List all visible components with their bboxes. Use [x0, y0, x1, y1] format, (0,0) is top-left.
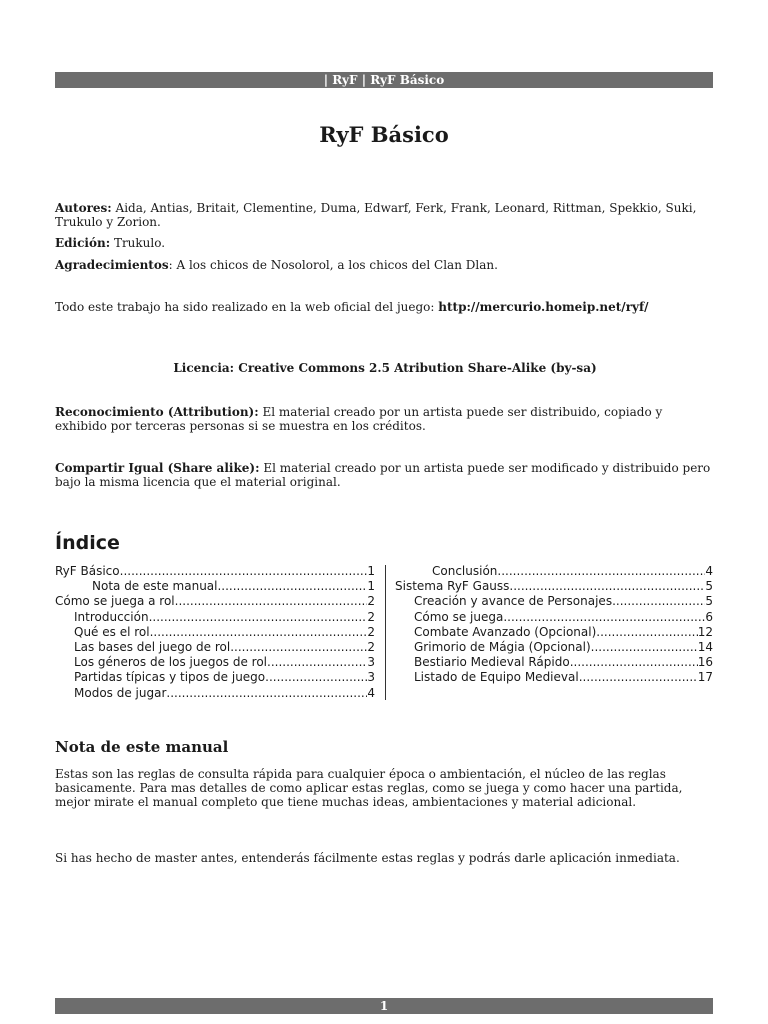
toc-entry[interactable]	[55, 640, 375, 655]
toc-dot-leader	[509, 579, 705, 594]
edition-paragraph	[55, 236, 715, 250]
toc-divider	[385, 565, 386, 700]
toc-entry-page: 2	[367, 624, 375, 639]
note-paragraph-2: Si has hecho de master antes, entenderás fácilmente estas reglas y podrás darle aplicación inmediata.	[55, 851, 680, 865]
toc-entry[interactable]	[395, 594, 713, 609]
web-link[interactable]: http://mercurio.homeip.net/ryf/	[438, 300, 649, 314]
toc-entry-page: 16	[697, 655, 713, 670]
toc-entry-title: Nota de este manual	[92, 579, 218, 594]
toc-entry-title: Introducción	[74, 609, 149, 624]
toc-entry-page: 17	[697, 670, 713, 685]
toc-dot-leader	[267, 655, 367, 670]
toc-entry-title: Qué es el rol	[74, 624, 150, 639]
sharealike-label: Compartir Igual (Share alike):	[55, 461, 260, 475]
toc-entry[interactable]	[55, 655, 375, 670]
toc-entry[interactable]	[55, 579, 375, 594]
toc-dot-leader	[596, 625, 697, 640]
toc-entry-page: 3	[367, 670, 375, 685]
toc-entry-page: 5	[705, 594, 713, 609]
license-title: Licencia: Creative Commons 2.5 Atribution Share-Alike (by-sa)	[173, 361, 597, 375]
toc-dot-leader	[149, 610, 368, 625]
toc-entry-page: 3	[367, 655, 375, 670]
toc-entry-title: Partidas típicas y tipos de juego	[74, 670, 266, 685]
index-heading: Índice	[55, 532, 120, 554]
toc-entry-page: 14	[697, 640, 713, 655]
toc-entry-page: 2	[367, 640, 375, 655]
toc-dot-leader	[591, 640, 698, 655]
toc-entry[interactable]	[55, 594, 375, 609]
toc-entry[interactable]	[55, 625, 375, 640]
thanks-label: Agradecimientos	[55, 258, 169, 272]
note-heading: Nota de este manual	[55, 738, 229, 756]
toc-entry[interactable]	[395, 564, 713, 579]
toc-dot-leader	[612, 594, 705, 609]
toc-entry[interactable]	[395, 579, 713, 594]
toc-dot-leader	[503, 610, 705, 625]
toc-entry-title: Combate Avanzado (Opcional)	[414, 624, 597, 639]
page-number: 1	[55, 998, 713, 1014]
toc-entry[interactable]	[55, 564, 375, 579]
toc-entry[interactable]	[55, 686, 375, 701]
toc-entry-page: 1	[367, 579, 375, 594]
toc-entry-title: Los géneros de los juegos de rol	[74, 655, 268, 670]
web-text: Todo este trabajo ha sido realizado en la web oficial del juego:	[55, 300, 439, 314]
toc-entry-page: 4	[367, 685, 375, 700]
attribution-label: Reconocimiento (Attribution):	[55, 405, 259, 419]
toc-entry-page: 12	[697, 624, 713, 639]
toc-entry-page: 5	[705, 579, 713, 594]
toc-entry-page: 1	[367, 564, 375, 578]
sharealike-paragraph	[55, 461, 715, 489]
toc-entry-page: 6	[705, 609, 713, 624]
toc-dot-leader	[166, 686, 367, 701]
running-header: | RyF | RyF Básico	[55, 72, 713, 88]
authors-paragraph	[55, 201, 715, 229]
toc-entry-page: 2	[367, 594, 375, 609]
sharealike-text: El material creado por un artista puede ser modificado y distribuido pero bajo la misma licencia que el material original.	[55, 461, 711, 489]
toc-entry[interactable]	[395, 640, 713, 655]
toc-entry-page: 4	[705, 564, 713, 578]
toc-entry[interactable]	[55, 670, 375, 685]
toc-entry[interactable]	[55, 610, 375, 625]
toc-dot-leader	[579, 670, 698, 685]
toc-entry-page: 2	[367, 609, 375, 624]
toc-entry[interactable]	[395, 655, 713, 670]
toc-entry-title: Grimorio de Mágia (Opcional)	[414, 640, 591, 655]
thanks-paragraph	[55, 258, 715, 272]
toc-entry-title: Conclusión	[432, 564, 498, 578]
toc-left-column	[55, 564, 375, 701]
toc-entry-title: Bestiario Medieval Rápido	[414, 655, 570, 670]
toc-right-column	[395, 564, 713, 686]
toc-dot-leader	[175, 594, 368, 609]
edition-value: Trukulo.	[110, 236, 166, 250]
toc-dot-leader	[497, 564, 705, 579]
toc-entry-title: Las bases del juego de rol	[74, 640, 231, 655]
toc-entry-title: Cómo se juega	[414, 609, 504, 624]
toc-entry[interactable]	[395, 670, 713, 685]
toc-entry[interactable]	[395, 610, 713, 625]
toc-dot-leader	[230, 640, 367, 655]
document-title: RyF Básico	[319, 122, 449, 147]
toc-dot-leader	[120, 564, 368, 579]
thanks-value: : A los chicos de Nosolorol, a los chicos del Clan Dlan.	[168, 258, 498, 272]
authors-label: Autores:	[55, 201, 112, 215]
attribution-text: El material creado por un artista puede ser distribuido, copiado y exhibido por terceras personas si se muestra en los créditos.	[55, 405, 663, 433]
attribution-paragraph	[55, 405, 715, 433]
authors-value: Aida, Antias, Britait, Clementine, Duma, Edwarf, Ferk, Frank, Leonard, Rittman, Spekkio, Suki, Trukulo y Zorion.	[55, 201, 697, 229]
toc-entry-title: Listado de Equipo Medieval	[414, 670, 579, 685]
web-paragraph	[55, 300, 715, 314]
toc-entry-title: RyF Básico	[55, 564, 120, 578]
toc-entry-title: Creación y avance de Personajes	[414, 594, 613, 609]
toc-dot-leader	[217, 579, 367, 594]
toc-dot-leader	[150, 625, 368, 640]
toc-dot-leader	[570, 655, 698, 670]
note-paragraph-1: Estas son las reglas de consulta rápida para cualquier época o ambientación, el núcleo de las reglas basicamente. Para mas detalles de como aplicar estas reglas, como se juega y como hacer una partida, mejor mirate el manual completo que tiene muchas ideas, ambientaciones y material adicional.	[55, 767, 683, 809]
toc-entry-title: Cómo se juega a rol	[55, 594, 175, 609]
toc-entry[interactable]	[395, 625, 713, 640]
toc-entry-title: Sistema RyF Gauss	[395, 579, 510, 594]
toc-dot-leader	[265, 670, 367, 685]
edition-label: Edición:	[55, 236, 111, 250]
toc-entry-title: Modos de jugar	[74, 685, 167, 700]
